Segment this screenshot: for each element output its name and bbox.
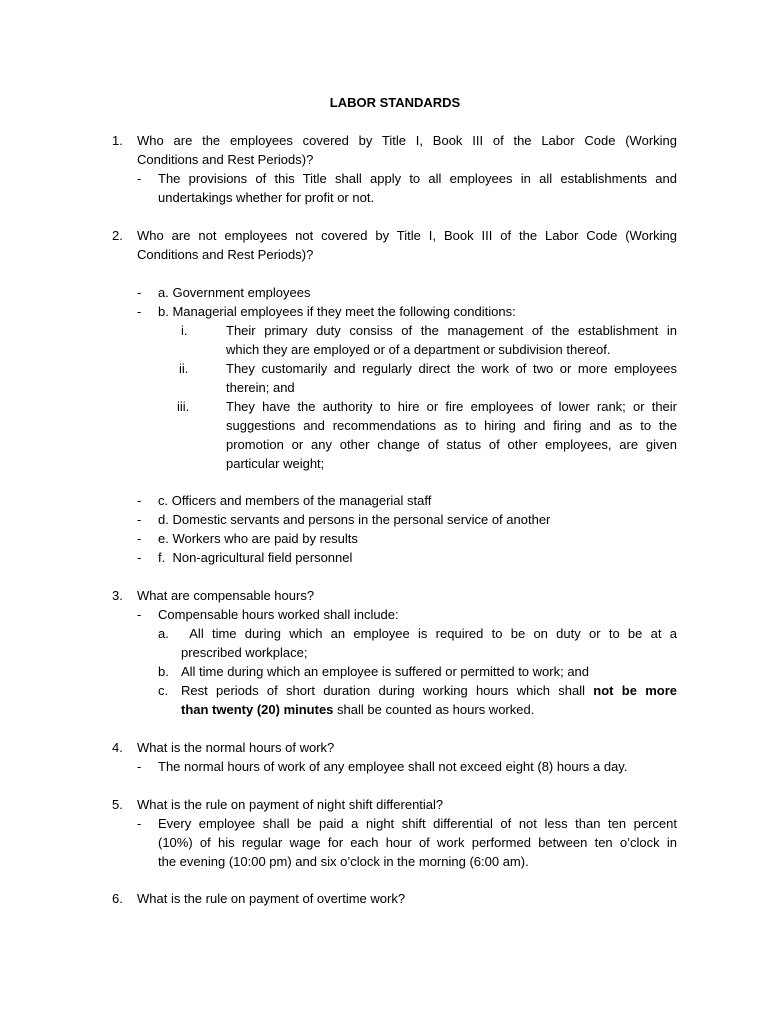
dash-bullet: - (137, 531, 142, 546)
page-title: LABOR STANDARDS (329, 95, 461, 110)
answer-text-line (181, 682, 677, 701)
letter-marker: a. (158, 626, 169, 641)
question-text-line: Who are the employees covered by Title I, Book III of the Labor Code (Working (137, 133, 677, 148)
condition-text-line: therein; and (226, 380, 295, 395)
answer-text-line: Compensable hours worked shall include: (158, 607, 399, 622)
question-number: 4. (112, 740, 123, 755)
dash-bullet: - (137, 607, 142, 622)
bold-text: than twenty (20) minutes (181, 702, 334, 717)
condition-text-line: suggestions and recommendations as to hiring and firing and as to the (226, 418, 677, 433)
condition-text-line: promotion or any other change of status of other employees, are given (226, 437, 677, 452)
roman-numeral: iii. (177, 399, 190, 414)
question-number: 6. (112, 891, 123, 906)
list-item: e. Workers who are paid by results (158, 531, 358, 546)
answer-text-line: The normal hours of work of any employee shall not exceed eight (8) hours a day. (158, 759, 628, 774)
dash-bullet: - (137, 759, 142, 774)
list-item: b. Managerial employees if they meet the following conditions: (158, 304, 516, 319)
condition-text-line: which they are employed or of a department or subdivision thereof. (226, 342, 611, 357)
list-item: c. Officers and members of the managerial staff (158, 493, 432, 508)
list-item: d. Domestic servants and persons in the personal service of another (158, 512, 551, 527)
answer-text-line: the evening (10:00 pm) and six o’clock in the morning (6:00 am). (158, 854, 529, 869)
text-run: Rest periods of short duration during working hours which shall (181, 683, 594, 698)
condition-text-line: particular weight; (226, 456, 325, 471)
answer-text-line: Every employee shall be paid a night shift differential of not less than ten percent (158, 816, 677, 831)
question-number: 5. (112, 797, 123, 812)
text-run: shall be counted as hours worked. (333, 702, 535, 717)
roman-numeral: i. (181, 323, 188, 338)
letter-marker: c. (158, 683, 169, 698)
letter-marker: b. (158, 664, 169, 679)
question-number: 1. (112, 133, 123, 148)
question-text-line: What is the normal hours of work? (137, 740, 335, 755)
condition-text-line: They customarily and regularly direct the work of two or more employees (226, 361, 677, 376)
question-text-line: What is the rule on payment of night shift differential? (137, 797, 444, 812)
answer-text-line: (10%) of his regular wage for each hour of work performed between ten o’clock in (158, 835, 677, 850)
dash-bullet: - (137, 171, 142, 186)
question-text-line: What are compensable hours? (137, 588, 315, 603)
answer-text-line: undertakings whether for profit or not. (158, 190, 375, 205)
question-text-line: Conditions and Rest Periods)? (137, 247, 314, 262)
question-number: 3. (112, 588, 123, 603)
question-text-line: Conditions and Rest Periods)? (137, 152, 314, 167)
condition-text-line: They have the authority to hire or fire employees of lower rank; or their (226, 399, 677, 414)
answer-text-line: prescribed workplace; (181, 645, 308, 660)
roman-numeral: ii. (179, 361, 189, 376)
question-text-line: Who are not employees not covered by Title I, Book III of the Labor Code (Working (137, 228, 677, 243)
dash-bullet: - (137, 816, 142, 831)
dash-bullet: - (137, 304, 142, 319)
dash-bullet: - (137, 493, 142, 508)
dash-bullet: - (137, 550, 142, 565)
answer-text-line: All time during which an employee is required to be on duty or to be at a (181, 626, 677, 641)
condition-text-line: Their primary duty consiss of the management of the establishment in (226, 323, 677, 338)
question-text-line: What is the rule on payment of overtime work? (137, 891, 406, 906)
list-item: a. Government employees (158, 285, 311, 300)
answer-text-line (181, 701, 677, 720)
list-item: f. Non-agricultural field personnel (158, 550, 353, 565)
bold-text: not be more (593, 683, 677, 698)
question-number: 2. (112, 228, 123, 243)
dash-bullet: - (137, 512, 142, 527)
answer-text-line: The provisions of this Title shall apply to all employees in all establishments and (158, 171, 677, 186)
dash-bullet: - (137, 285, 142, 300)
answer-text-line: All time during which an employee is suffered or permitted to work; and (181, 664, 590, 679)
